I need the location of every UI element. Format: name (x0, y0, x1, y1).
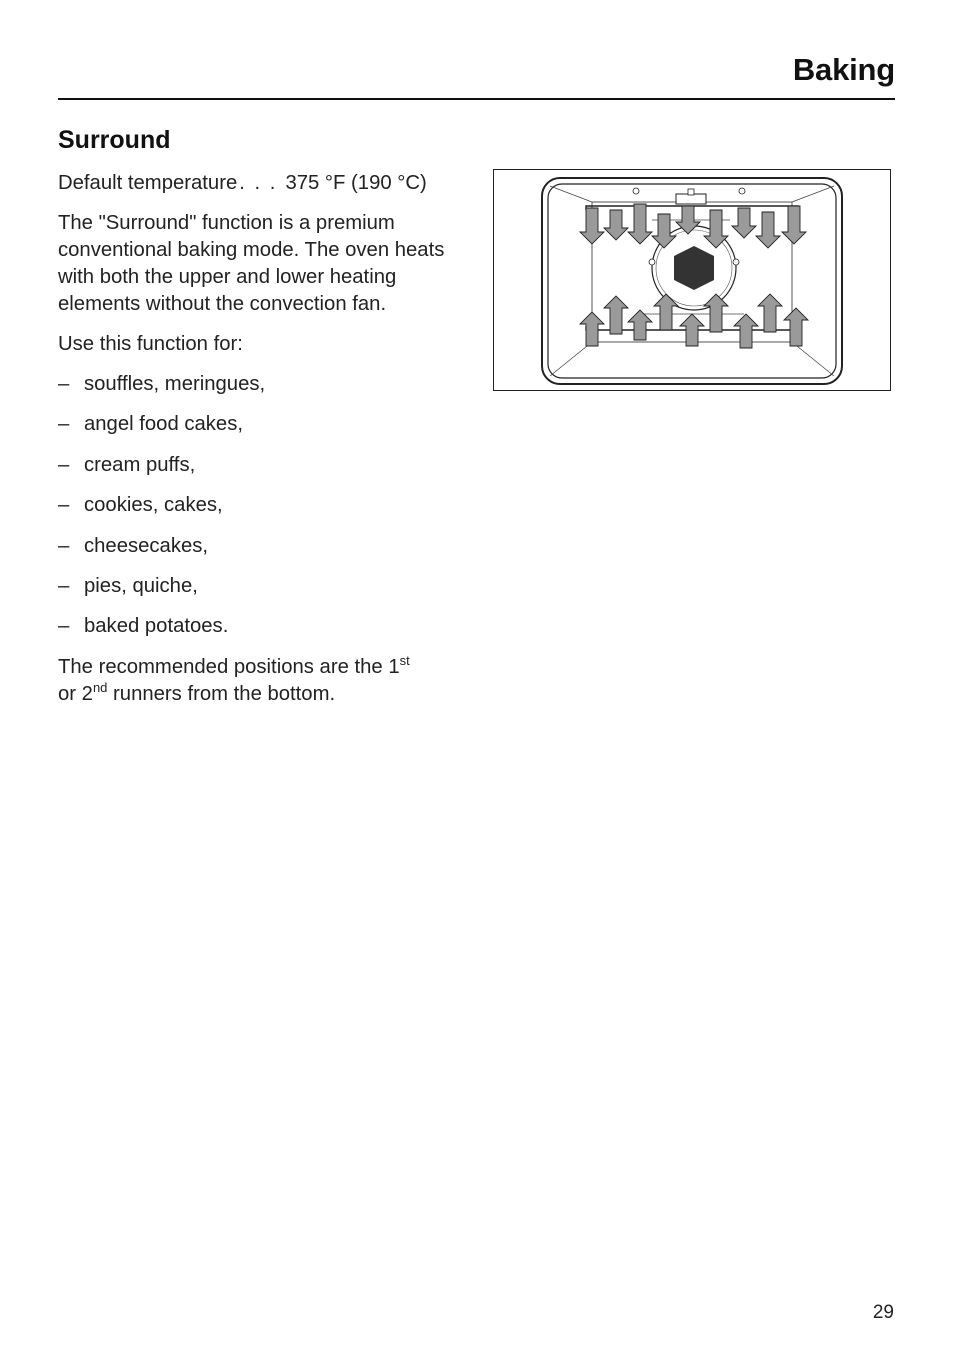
chapter-title: Baking (792, 52, 895, 87)
recommended-positions: The recommended positions are the 1st or 2nd runners from the bottom. (58, 652, 410, 705)
oven-diagram (493, 169, 891, 391)
list-item: – souffles, meringues, (58, 373, 266, 395)
list-item: – cream puffs, (58, 453, 196, 476)
header-rule (58, 98, 895, 100)
section-title: Surround (58, 126, 171, 154)
oven-light (676, 194, 706, 204)
page-number: 29 (872, 1302, 894, 1323)
oven-surround-illustration (494, 170, 890, 390)
function-description: The "Surround" function is a premium conventional baking mode. The oven heats with both the upper and lower heating elements without the convection fan. (58, 212, 445, 315)
use-intro: Use this function for: (58, 333, 243, 355)
default-temperature-line (58, 170, 478, 197)
list-item: – angel food cakes, (58, 413, 243, 436)
body-text (58, 170, 478, 721)
list-item: – cookies, cakes, (58, 494, 223, 517)
list-item: – baked potatoes. (58, 615, 229, 638)
uses-list (58, 371, 478, 640)
list-item: – pies, quiche, (58, 574, 198, 597)
list-item: – cheesecakes, (58, 534, 209, 557)
default-temp-label: Default temperature (58, 172, 238, 194)
default-temp-value: 375 °F (190 °C) (285, 172, 427, 194)
default-temp-dots: . . . (239, 172, 278, 194)
